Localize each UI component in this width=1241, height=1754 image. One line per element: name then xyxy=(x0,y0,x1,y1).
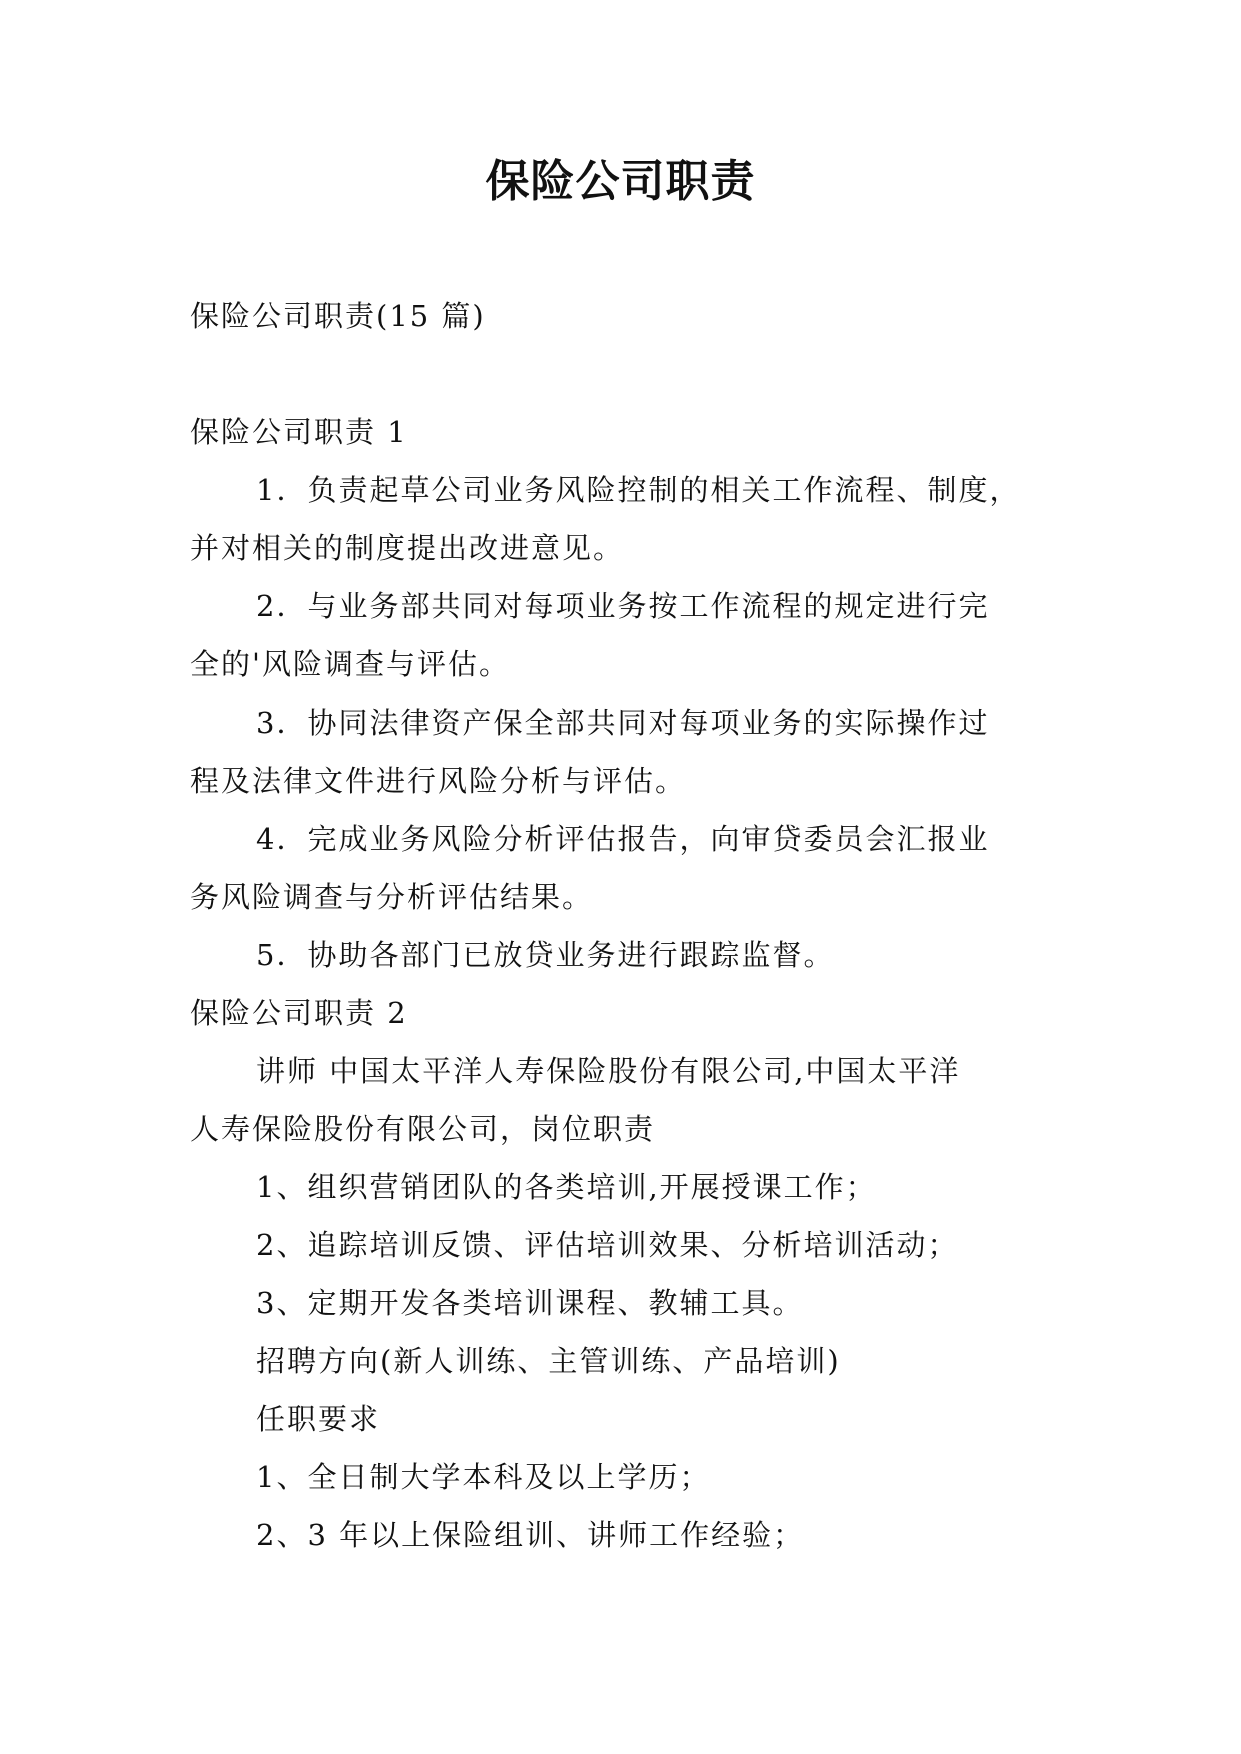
section-2-line-5: 3、定期开发各类培训课程、教辅工具。 xyxy=(256,1286,804,1320)
section-1-line-4: 全的'风险调查与评估。 xyxy=(190,647,510,681)
section-1-line-6: 程及法律文件进行风险分析与评估。 xyxy=(190,764,687,798)
section-1-line-8: 务风险调查与分析评估结果。 xyxy=(190,880,594,914)
section-1-heading: 保险公司职责 1 xyxy=(190,415,408,449)
section-2-line-6: 招聘方向(新人训练、主管训练、产品培训) xyxy=(256,1344,841,1378)
section-2-line-3: 1、组织营销团队的各类培训,开展授课工作； xyxy=(256,1170,877,1204)
section-1-line-7: 4．完成业务风险分析评估报告，向审贷委员会汇报业 xyxy=(256,822,990,856)
section-2-line-4: 2、追踪培训反馈、评估培训效果、分析培训活动； xyxy=(256,1228,959,1262)
section-2-line-1: 讲师 中国太平洋人寿保险股份有限公司,中国太平洋 xyxy=(256,1054,961,1088)
section-1-line-1: 1．负责起草公司业务风险控制的相关工作流程、制度， xyxy=(256,473,1021,507)
section-2-line-2: 人寿保险股份有限公司，岗位职责 xyxy=(190,1112,656,1146)
document-subtitle: 保险公司职责(15 篇) xyxy=(190,299,486,333)
section-1-line-5: 3．协同法律资产保全部共同对每项业务的实际操作过 xyxy=(256,706,990,740)
section-2-line-7: 任职要求 xyxy=(256,1402,381,1436)
section-1-line-9: 5．协助各部门已放贷业务进行跟踪监督。 xyxy=(256,938,835,972)
section-1-line-3: 2．与业务部共同对每项业务按工作流程的规定进行完 xyxy=(256,589,990,623)
section-1-line-2: 并对相关的制度提出改进意见。 xyxy=(190,531,625,565)
section-2-line-9: 2、3 年以上保险组训、讲师工作经验； xyxy=(256,1518,805,1552)
section-2-line-8: 1、全日制大学本科及以上学历； xyxy=(256,1460,711,1494)
section-2-heading: 保险公司职责 2 xyxy=(190,996,408,1030)
document-title: 保险公司职责 xyxy=(485,156,756,207)
